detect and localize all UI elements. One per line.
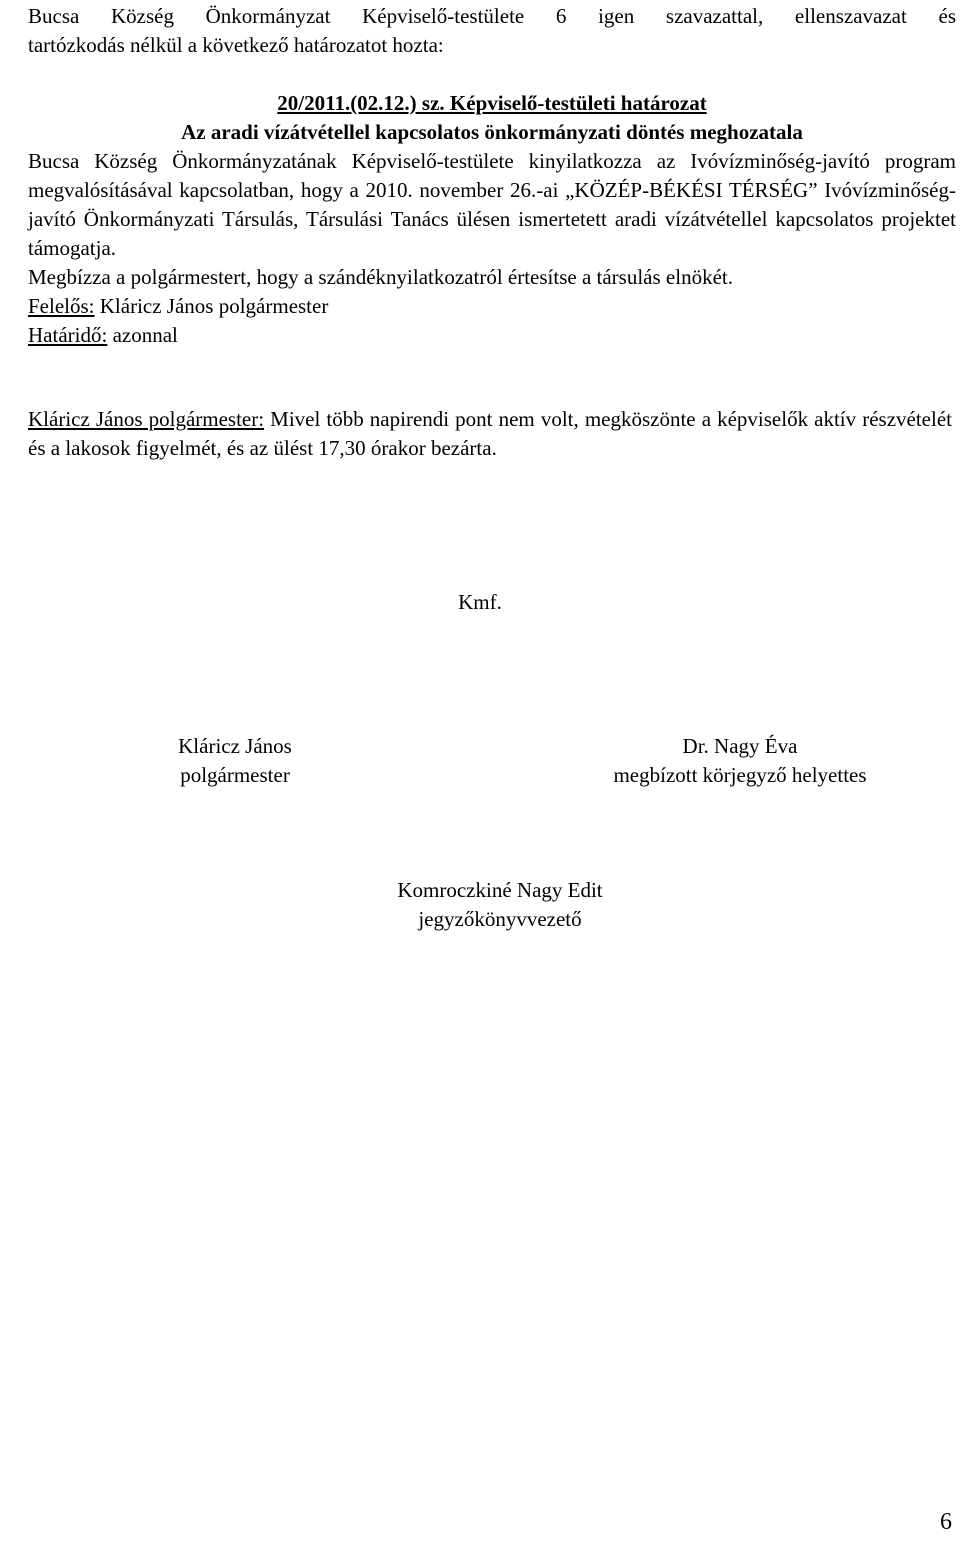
- responsible-value: Kláricz János polgármester: [94, 294, 329, 318]
- deadline-value: azonnal: [107, 323, 178, 347]
- resolution-body: Bucsa Község Önkormányzatának Képviselő-testülete kinyilatkozza az Ivóvízminőség-javító program megvalósításával kapcsolatban, hogy a 2010. november 26.-ai „KÖZÉP-BÉKÉSI TÉRSÉG” Ivóvízminőség-javító Önkormányzati Társulás, Társulási Tanács ülésen ismertetett aradi vízátvétellel kapcsolatos projektet támogatja.: [28, 149, 956, 260]
- intro-paragraph: [28, 2, 956, 60]
- closing-speaker: Kláricz János polgármester:: [28, 407, 265, 431]
- signature-mayor-name: Kláricz János: [178, 734, 292, 758]
- resolution-mandate: Megbízza a polgármestert, hogy a szándéknyilatkozatról értesítse a társulás elnökét.: [28, 265, 733, 289]
- resolution-block: [28, 89, 956, 350]
- signature-notary-name: Dr. Nagy Éva: [682, 734, 798, 758]
- responsible-label: Felelős:: [28, 294, 95, 318]
- closing-paragraph: [28, 405, 952, 463]
- intro-line-2: tartózkodás nélkül a következő határozatot hozta:: [28, 33, 444, 57]
- responsible-line: [28, 292, 956, 321]
- resolution-number: [28, 89, 956, 118]
- closing-text: Mivel több napirendi pont nem volt, megköszönte a képviselők aktív részvételét és a lakosok figyelmét, és az ülést 17,30 órakor bezárta.: [28, 407, 952, 460]
- signature-notary: [560, 732, 920, 790]
- resolution-number-text: 20/2011.(02.12.) sz. Képviselő-testületi határozat: [277, 91, 707, 115]
- intro-line-1: Bucsa Község Önkormányzat Képviselő-testülete 6 igen szavazattal, ellenszavazat és: [28, 4, 956, 28]
- signature-recorder: [330, 876, 670, 934]
- page-number: 6: [940, 1509, 952, 1535]
- signature-notary-title: megbízott körjegyző helyettes: [613, 763, 867, 787]
- resolution-subtitle: Az aradi vízátvétellel kapcsolatos önkormányzati döntés meghozatala: [181, 120, 803, 144]
- kmf-mark: Kmf.: [458, 590, 502, 614]
- signature-mayor-title: polgármester: [180, 763, 290, 787]
- signature-recorder-title: jegyzőkönyvvezető: [418, 907, 582, 931]
- signature-mayor: [110, 732, 360, 790]
- deadline-line: [28, 321, 956, 350]
- deadline-label: Határidő:: [28, 323, 108, 347]
- signature-recorder-name: Komroczkiné Nagy Edit: [397, 878, 603, 902]
